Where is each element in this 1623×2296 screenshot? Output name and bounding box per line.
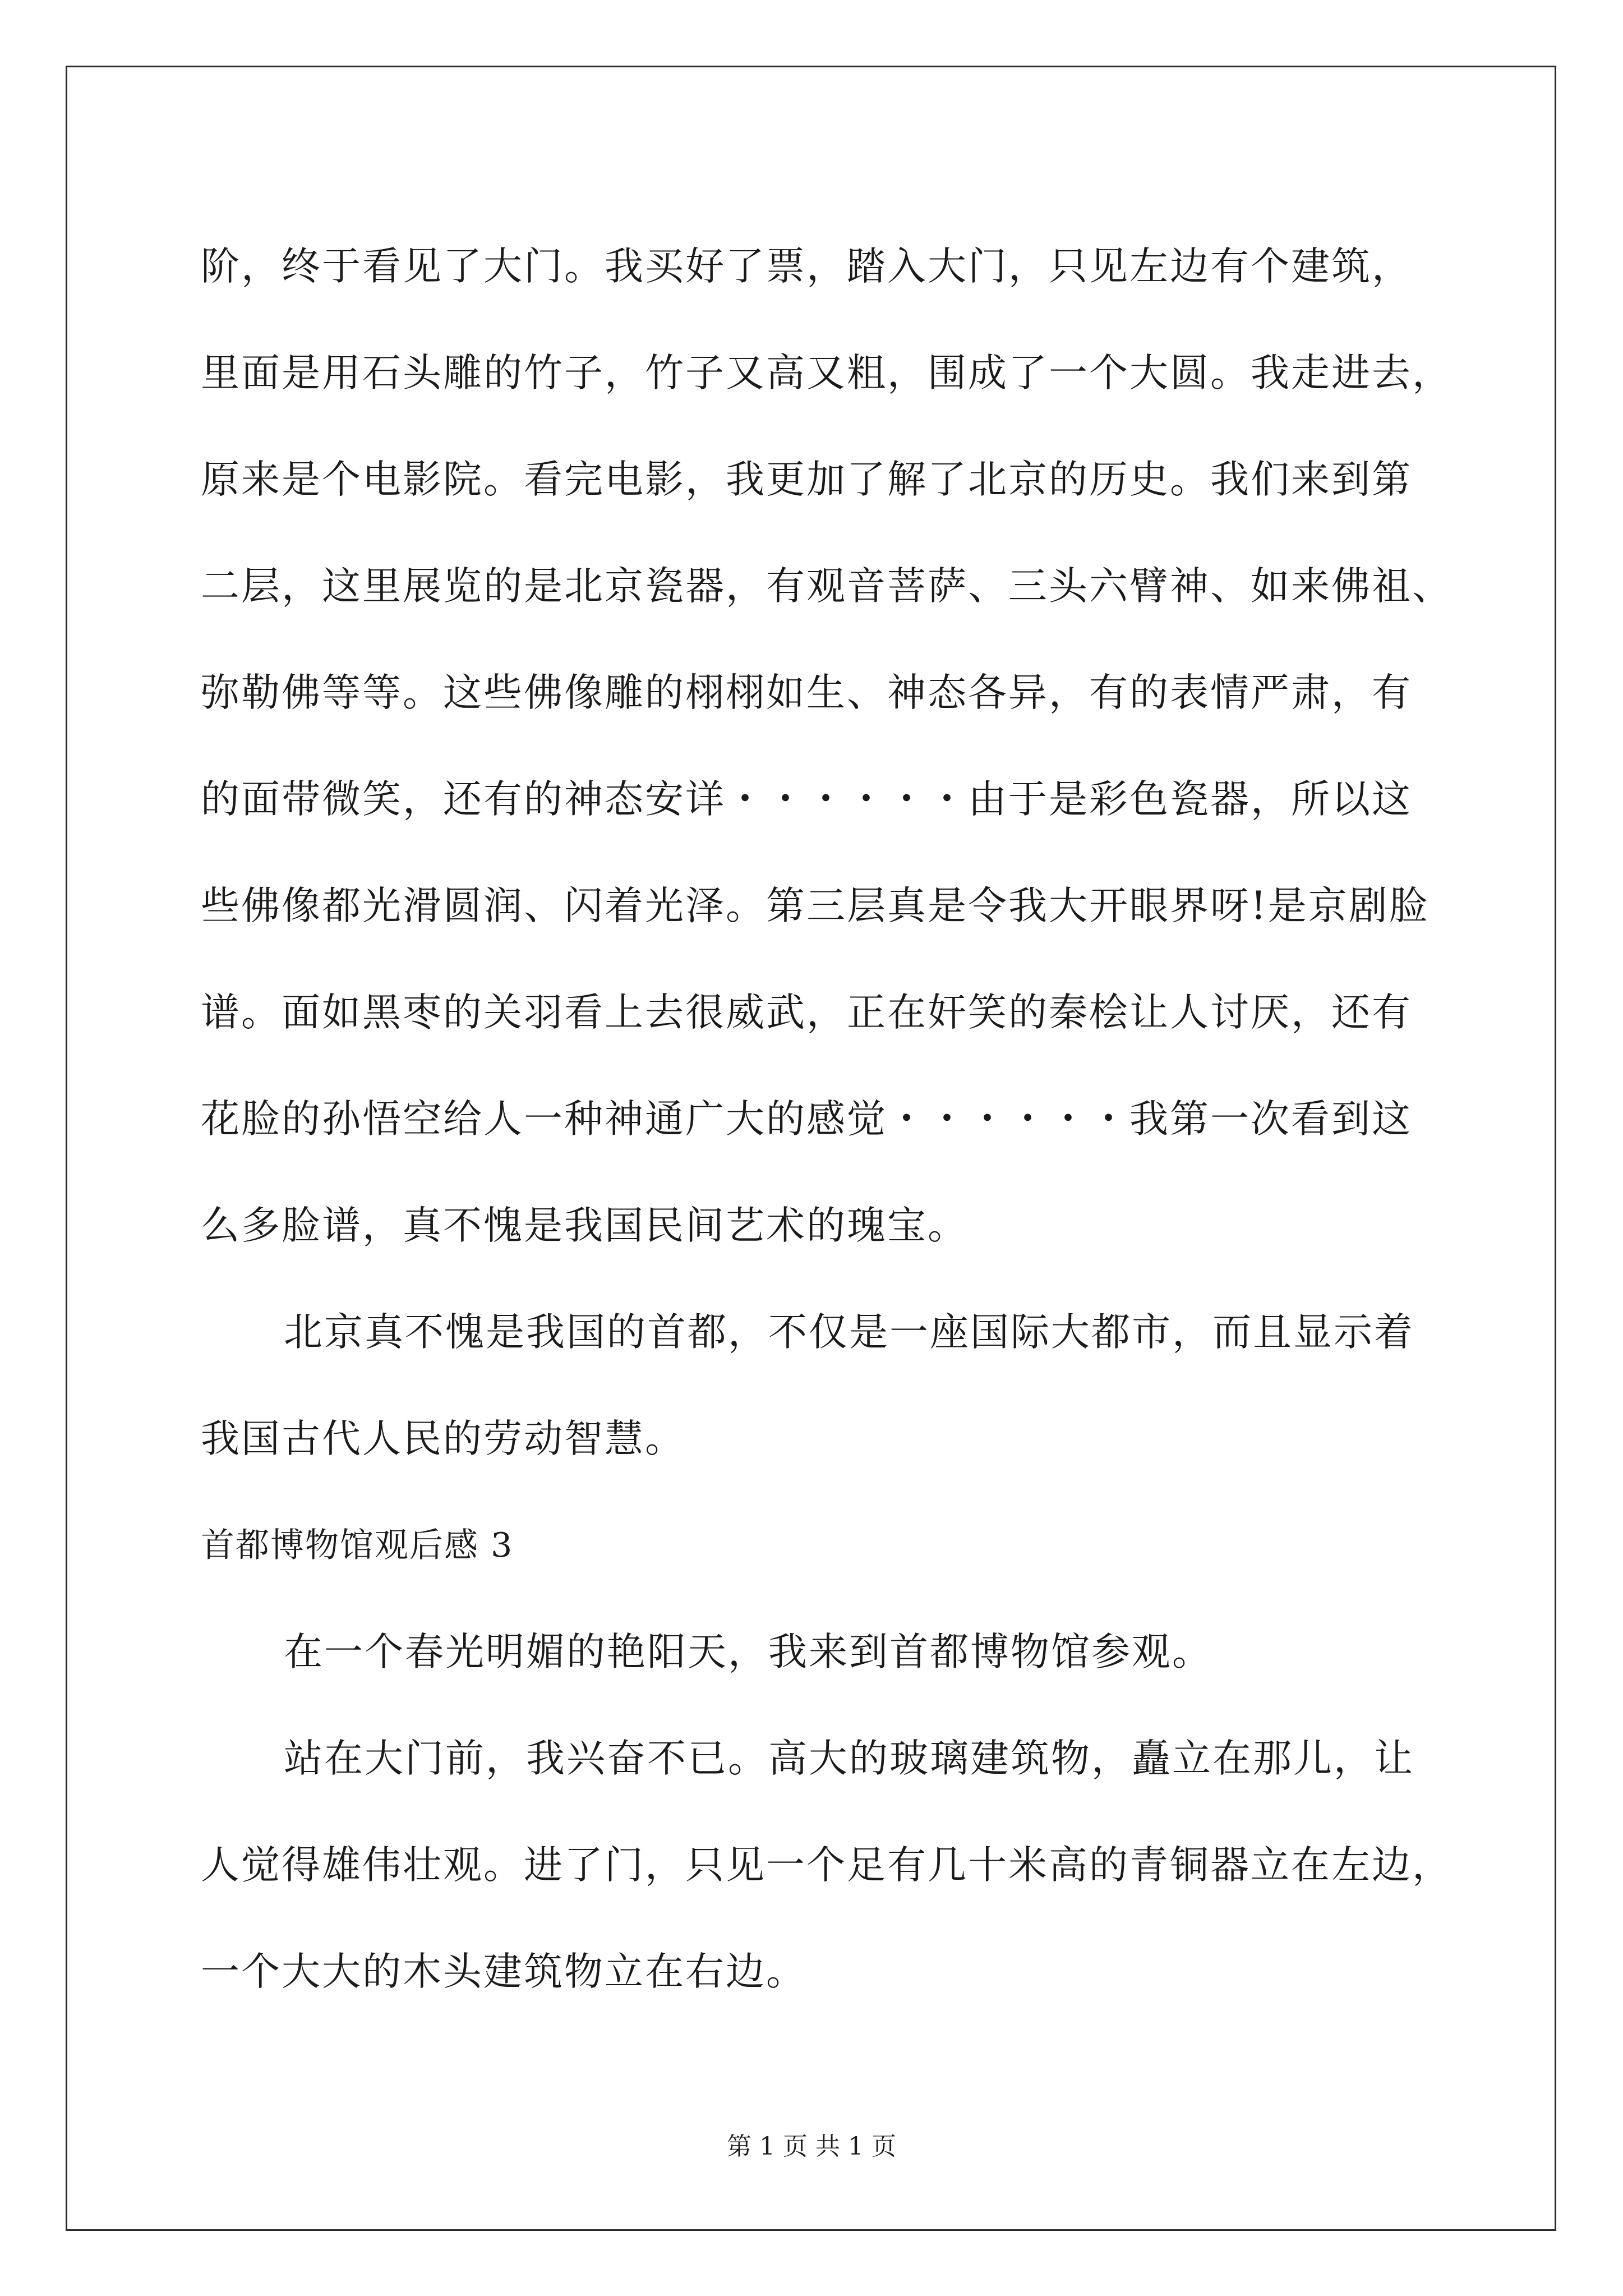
paragraph-line: 在一个春光明媚的艳阳天，我来到首都博物馆参观。 xyxy=(284,1630,1212,1674)
page-number-footer: 第 1 页 共 1 页 xyxy=(727,2132,896,2161)
section-heading: 首都博物馆观后感 3 xyxy=(201,1526,514,1565)
paragraph-line: 些佛像都光滑圆润、闪着光泽。第三层真是令我大开眼界呀!是京剧脸 xyxy=(201,884,1430,928)
paragraph-line: 的面带微笑，还有的神态安详・・・・・・由于是彩色瓷器，所以这 xyxy=(201,777,1412,822)
paragraph-line: 北京真不愧是我国的首都，不仅是一座国际大都市，而且显示着 xyxy=(284,1310,1414,1355)
paragraph-line: 弥勒佛等等。这些佛像雕的栩栩如生、神态各异，有的表情严肃，有 xyxy=(201,670,1412,715)
paragraph-line: 里面是用石头雕的竹子，竹子又高又粗，围成了一个大圆。我走进去， xyxy=(201,351,1453,395)
paragraph-line: 谱。面如黑枣的关羽看上去很威武，正在奸笑的秦桧让人讨厌，还有 xyxy=(201,990,1412,1035)
document-body xyxy=(201,213,1453,2025)
paragraph-line: 二层，这里展览的是北京瓷器，有观音菩萨、三头六臂神、如来佛祖、 xyxy=(201,564,1453,609)
paragraph-line: 站在大门前，我兴奋不已。高大的玻璃建筑物，矗立在那儿，让 xyxy=(284,1736,1414,1781)
paragraph-line: 我国古代人民的劳动智慧。 xyxy=(201,1416,685,1461)
paragraph-line: 一个大大的木头建筑物立在右边。 xyxy=(201,1949,806,1994)
paragraph-line: 么多脸谱，真不愧是我国民间艺术的瑰宝。 xyxy=(201,1203,968,1248)
paragraph-line: 花脸的孙悟空给人一种神通广大的感觉・・・・・・我第一次看到这 xyxy=(201,1097,1412,1142)
paragraph-line: 阶，终于看见了大门。我买好了票，踏入大门，只见左边有个建筑， xyxy=(201,244,1412,289)
paragraph-line: 人觉得雄伟壮观。进了门，只见一个足有几十米高的青铜器立在左边， xyxy=(201,1843,1453,1888)
paragraph-line: 原来是个电影院。看完电影，我更加了解了北京的历史。我们来到第 xyxy=(201,457,1412,502)
